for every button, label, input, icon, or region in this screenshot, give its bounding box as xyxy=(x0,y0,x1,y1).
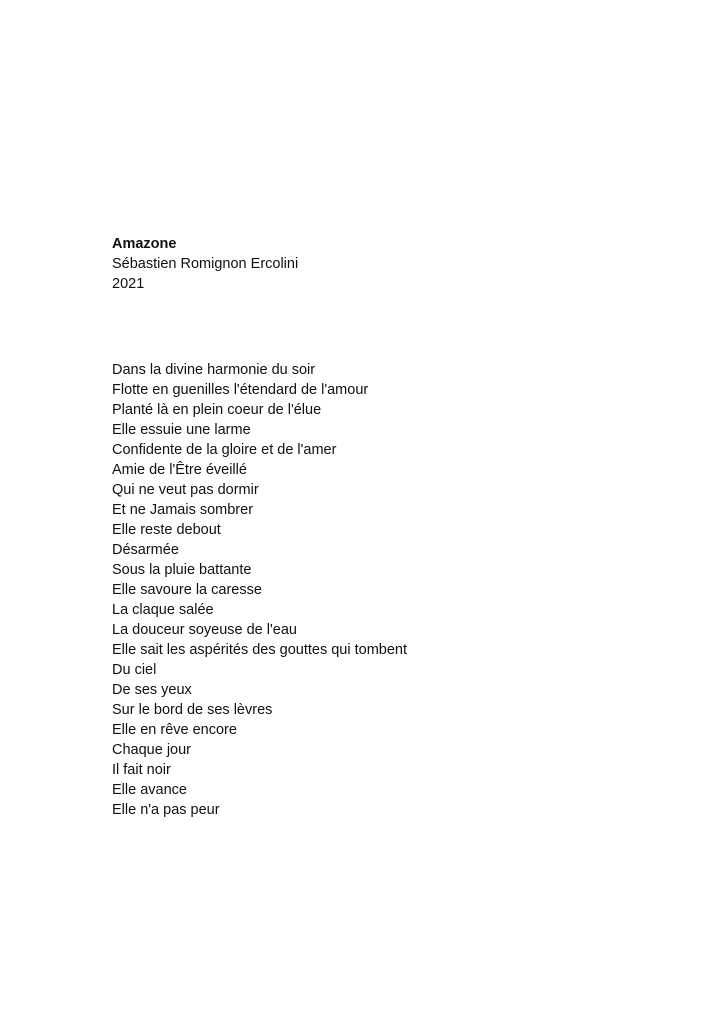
poem-body xyxy=(112,360,672,820)
poem-line: Dans la divine harmonie du soir xyxy=(112,362,316,378)
poem-line: Elle reste debout xyxy=(112,522,221,538)
poem-line: Elle avance xyxy=(112,782,187,798)
poem-line: Qui ne veut pas dormir xyxy=(112,482,259,498)
poem-line: Chaque jour xyxy=(112,742,191,758)
poem-line: Elle en rêve encore xyxy=(112,722,237,738)
poem-line: Planté là en plein coeur de l'élue xyxy=(112,402,322,418)
poem-line: Confidente de la gloire et de l'amer xyxy=(112,442,337,458)
poem-line: Elle n'a pas peur xyxy=(112,802,220,818)
poem-header xyxy=(112,234,672,294)
poem-line: De ses yeux xyxy=(112,682,192,698)
poem-line: Désarmée xyxy=(112,542,179,558)
poem-line: Il fait noir xyxy=(112,762,171,778)
poem-line: La claque salée xyxy=(112,602,214,618)
publication-year: 2021 xyxy=(112,276,145,292)
poem-line: Amie de l'Être éveillé xyxy=(112,462,247,478)
poem-title: Amazone xyxy=(112,236,177,252)
poem-line: Et ne Jamais sombrer xyxy=(112,502,254,518)
poem-line: Sous la pluie battante xyxy=(112,562,252,578)
poem-line: Elle sait les aspérités des gouttes qui tombent xyxy=(112,642,407,658)
poem-line: Elle essuie une larme xyxy=(112,422,251,438)
poem-line: Du ciel xyxy=(112,662,157,678)
poem-line: Flotte en guenilles l'étendard de l'amour xyxy=(112,382,369,398)
poem-line: La douceur soyeuse de l'eau xyxy=(112,622,297,638)
poem-line: Sur le bord de ses lèvres xyxy=(112,702,273,718)
poem-line: Elle savoure la caresse xyxy=(112,582,262,598)
author-name: Sébastien Romignon Ercolini xyxy=(112,256,299,272)
